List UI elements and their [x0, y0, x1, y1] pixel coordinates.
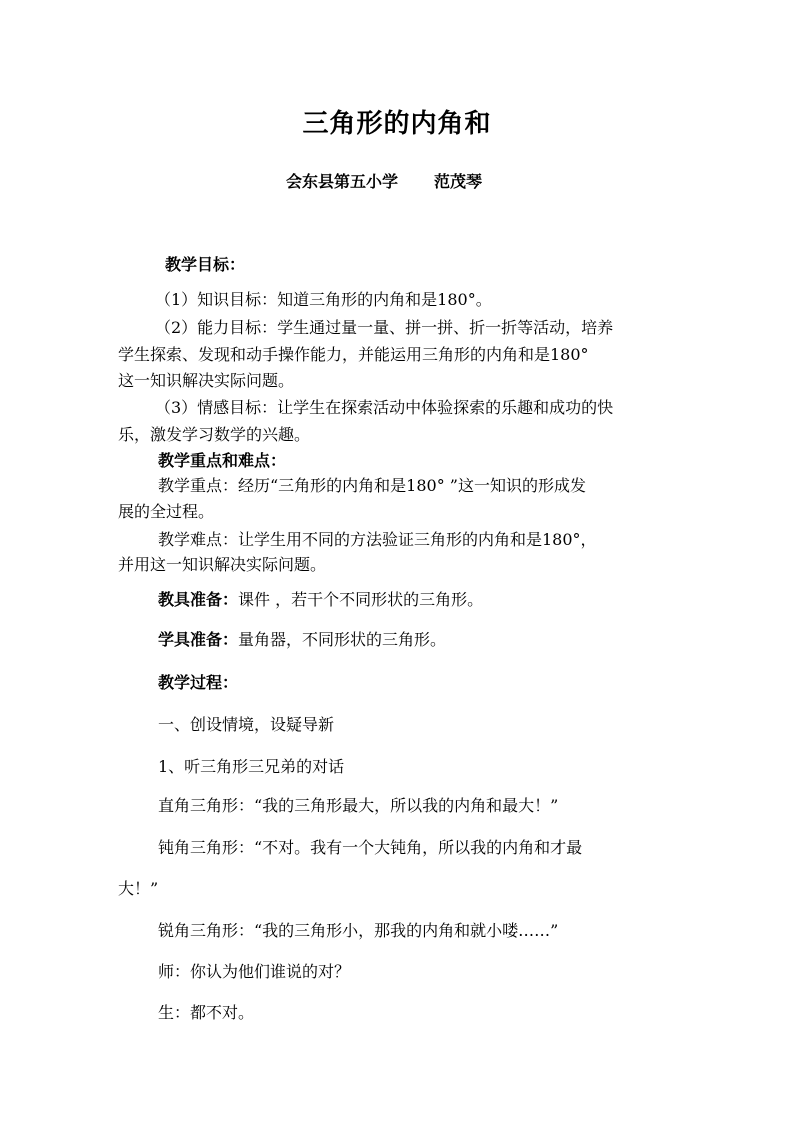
step-1: 1、听三角形三兄弟的对话	[158, 757, 345, 776]
difficulty-line-2: 并用这一知识解决实际问题。	[118, 555, 327, 574]
objective-2-line-3: 这一知识解决实际问题。	[118, 371, 295, 390]
teacher-tools-text: 课件 ，若干个不同形状的三角形。	[238, 590, 484, 609]
teacher-tools-label: 教具准备：	[158, 590, 239, 609]
school-name: 会东县第五小学	[286, 172, 399, 191]
dialog-acute-triangle: 锐角三角形：“我的三角形小，那我的内角和就小喽……”	[158, 921, 559, 940]
student-tools-text: 量角器，不同形状的三角形。	[238, 630, 447, 649]
process-heading: 教学过程：	[158, 673, 239, 692]
difficulty-line-1: 教学难点：让学生用不同的方法验证三角形的内角和是180°，	[158, 530, 597, 549]
teacher-tools	[158, 588, 483, 612]
key-points-heading: 教学重点和难点：	[158, 451, 287, 470]
dialog-obtuse-line-1: 钝角三角形：“不对。我有一个大钝角，所以我的内角和才最	[158, 838, 583, 857]
dialog-obtuse-line-2: 大！”	[118, 879, 159, 898]
objective-3-line-1: （3）情感目标：让学生在探索活动中体验探索的乐趣和成功的快	[155, 398, 614, 417]
objective-3-line-2: 乐，激发学习数学的兴趣。	[118, 425, 311, 444]
objective-1: （1）知识目标：知道三角形的内角和是180°。	[155, 290, 492, 309]
key-point-line-1: 教学重点：经历“三角形的内角和是180° ”这一知识的形成发	[158, 476, 586, 495]
key-point-line-2: 展的全过程。	[118, 502, 215, 521]
student-answer: 生：都不对。	[158, 1003, 255, 1022]
author-name: 范茂琴	[434, 172, 483, 191]
student-tools-label: 学具准备：	[158, 630, 239, 649]
byline	[286, 170, 482, 194]
page-title: 三角形的内角和	[302, 109, 492, 139]
teacher-question: 师：你认为他们谁说的对？	[158, 962, 351, 981]
student-tools	[158, 628, 446, 652]
objective-2-line-1: （2）能力目标：学生通过量一量、拼一拼、折一折等活动，培养	[155, 318, 614, 337]
objective-2-line-2: 学生探索、发现和动手操作能力，并能运用三角形的内角和是180°	[118, 345, 589, 364]
dialog-right-triangle: 直角三角形：“我的三角形最大，所以我的内角和最大！”	[158, 796, 559, 815]
objectives-heading: 教学目标：	[165, 255, 246, 274]
section-1-heading: 一、创设情境，设疑导新	[158, 715, 335, 734]
